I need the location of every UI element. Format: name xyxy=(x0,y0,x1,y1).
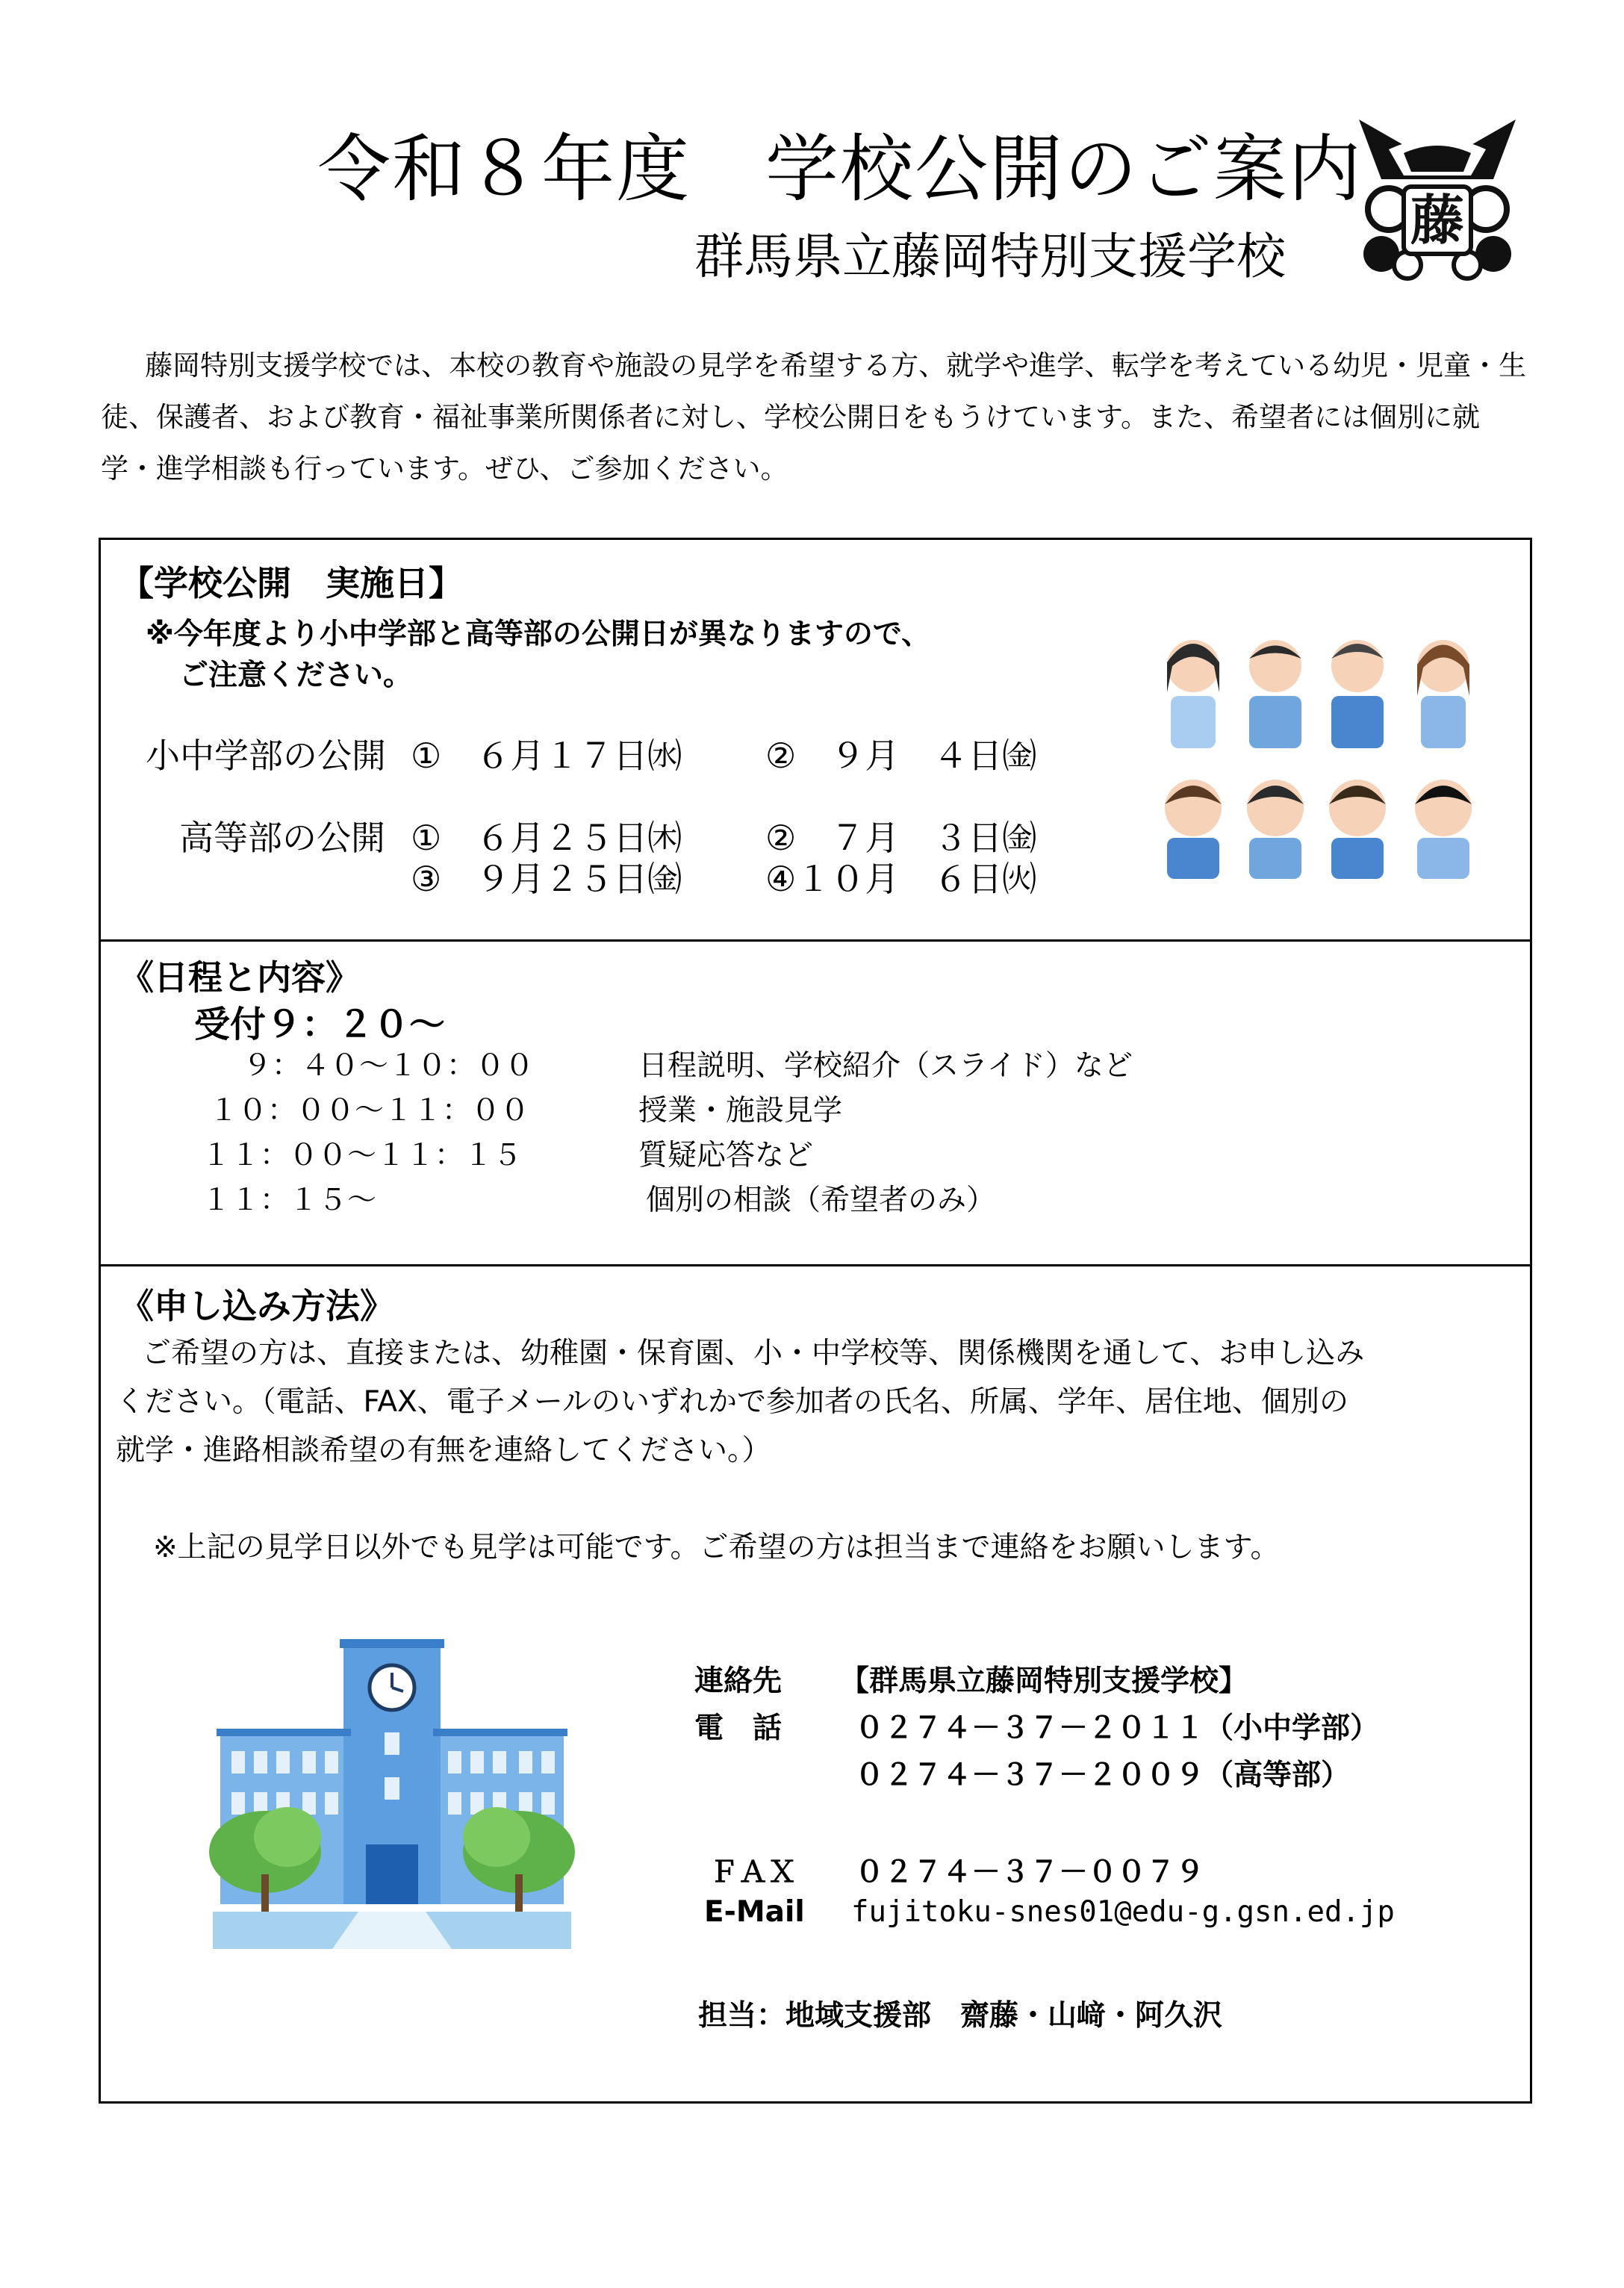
contact-label: 連絡先 xyxy=(694,1664,783,1698)
elementary-date: ② ９月 ４日㈮ xyxy=(765,736,1037,776)
dates-note-line2: ご注意ください。 xyxy=(179,659,413,692)
email-label: E-Mail xyxy=(704,1895,805,1929)
schedule-time: １０：００～１１：００ xyxy=(209,1094,530,1128)
schedule-time: ９：４０～１０：００ xyxy=(243,1049,535,1083)
fax-number: ０２７４－３７－００７９ xyxy=(855,1856,1205,1889)
dates-heading: 【学校公開 実施日】 xyxy=(119,563,463,603)
high-date: ① ６月２５日㈭ xyxy=(411,818,682,858)
school-name: 群馬県立藤岡特別支援学校 xyxy=(694,228,1286,285)
contact-school: 【群馬県立藤岡特別支援学校】 xyxy=(840,1664,1248,1698)
schedule-heading: 《日程と内容》 xyxy=(119,957,360,998)
schedule-content: 授業・施設見学 xyxy=(638,1094,843,1128)
staff-contact: 担当：地域支援部 齋藤・山﨑・阿久沢 xyxy=(698,1999,1223,2033)
schedule-time: １１：１５～ xyxy=(202,1184,377,1217)
phone-number: ０２７４－３７－２０１１（小中学部） xyxy=(855,1712,1380,1745)
schedule-time: １１：００～１１：１５ xyxy=(202,1139,523,1172)
dates-note-line1: ※今年度より小中学部と高等部の公開日が異なりますので、 xyxy=(146,618,931,651)
fax-label: ＦＡＸ xyxy=(709,1856,797,1889)
high-label: 高等部の公開 xyxy=(179,818,385,858)
schedule-content: 質疑応答など xyxy=(638,1139,814,1172)
schedule-content: 個別の相談（希望者のみ） xyxy=(646,1184,996,1217)
school-logo xyxy=(1351,112,1523,285)
high-date: ④１０月 ６日㈫ xyxy=(765,859,1037,899)
page-title: 令和８年度 学校公開のご案内 xyxy=(317,127,1363,212)
application-heading: 《申し込み方法》 xyxy=(119,1286,394,1326)
elementary-label: 小中学部の公開 xyxy=(146,736,386,776)
school-building-illustration xyxy=(198,1635,586,1971)
high-date: ② ７月 ３日㈮ xyxy=(765,818,1037,858)
students-illustration xyxy=(1156,621,1492,884)
phone-label: 電 話 xyxy=(694,1712,783,1745)
high-date: ③ ９月２５日㈮ xyxy=(411,859,682,899)
section-divider xyxy=(101,1264,1530,1266)
intro-paragraph: 藤岡特別支援学校では、本校の教育や施設の見学を希望する方、就学や進学、転学を考えている幼児・児童・生徒、保護者、および教育・福祉事業所関係者に対し、学校公開日をもうけています。また、希望者には個別に就学・進学相談も行っています。ぜひ、ご参加ください。 xyxy=(101,349,1527,485)
reception-time: 受付９：２０～ xyxy=(194,1004,446,1045)
application-text-line2: ください。（電話、FAX、電子メールのいずれかで参加者の氏名、所属、学年、居住地、個別の xyxy=(116,1385,1348,1419)
svg-text:藤: 藤 xyxy=(1410,189,1465,252)
phone-number: ０２７４－３７－２００９（高等部） xyxy=(855,1759,1351,1792)
application-text-line3: 就学・進路相談希望の有無を連絡してください。） xyxy=(116,1434,771,1467)
schedule-content: 日程説明、学校紹介（スライド）など xyxy=(638,1049,1133,1083)
elementary-date: ① ６月１７日㈬ xyxy=(411,736,682,776)
section-divider xyxy=(101,939,1530,942)
email-address[interactable]: fujitoku-snes01@edu-g.gsn.ed.jp xyxy=(851,1895,1395,1929)
application-text-line1: ご希望の方は、直接または、幼稚園・保育園、小・中学校等、関係機関を通して、お申し込み xyxy=(142,1337,1365,1370)
application-note: ※上記の見学日以外でも見学は可能です。ご希望の方は担当まで連絡をお願いします。 xyxy=(153,1531,1280,1564)
